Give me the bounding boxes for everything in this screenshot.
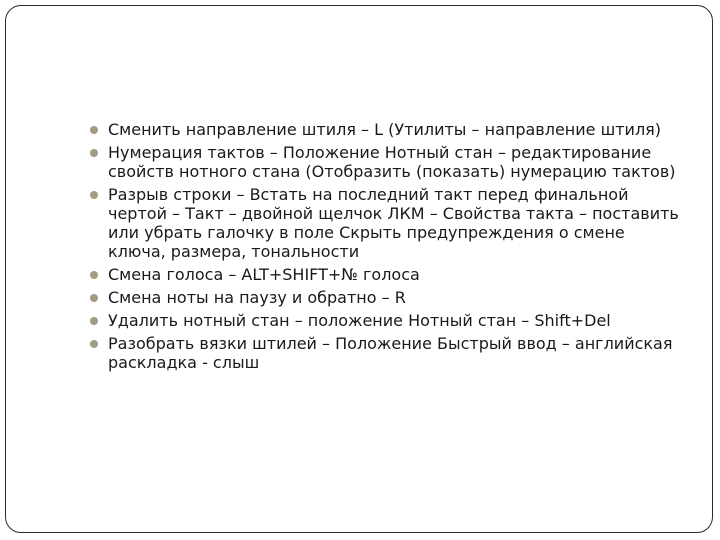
bullet-dot-icon: [90, 191, 98, 199]
list-item: [86, 120, 686, 139]
bullet-dot-icon: [90, 149, 98, 157]
list-item: [86, 311, 686, 330]
list-item-text: Сменить направление штиля – L (Утилиты – направление штиля): [108, 120, 662, 139]
bullet-dot-icon: [90, 340, 98, 348]
bullet-dot-icon: [90, 126, 98, 134]
slide-frame: [5, 5, 713, 533]
bullet-list: [86, 120, 686, 376]
list-item: [86, 265, 686, 284]
list-item-text: Разрыв строки – Встать на последний такт перед финальной чертой – Такт – двойной щелчок ЛКМ – Свойства такта – поставить или убрать галочку в поле Скрыть предупреждения о смене ключа, размера, тональности: [108, 185, 679, 261]
list-item: [86, 143, 686, 181]
bullet-dot-icon: [90, 294, 98, 302]
list-item-text: Удалить нотный стан – положение Нотный стан – Shift+Del: [108, 311, 611, 330]
list-item-text: Смена голоса – ALT+SHIFT+№ голоса: [108, 265, 420, 284]
list-item-text: Нумерация тактов – Положение Нотный стан – редактирование свойств нотного стана (Отобразить (показать) нумерацию тактов): [108, 143, 676, 181]
bullet-dot-icon: [90, 271, 98, 279]
list-item: [86, 334, 686, 372]
list-item-text: Разобрать вязки штилей – Положение Быстрый ввод – английская раскладка - слыш: [108, 334, 673, 372]
bullet-dot-icon: [90, 317, 98, 325]
list-item: [86, 185, 686, 261]
list-item: [86, 288, 686, 307]
list-item-text: Смена ноты на паузу и обратно – R: [108, 288, 406, 307]
